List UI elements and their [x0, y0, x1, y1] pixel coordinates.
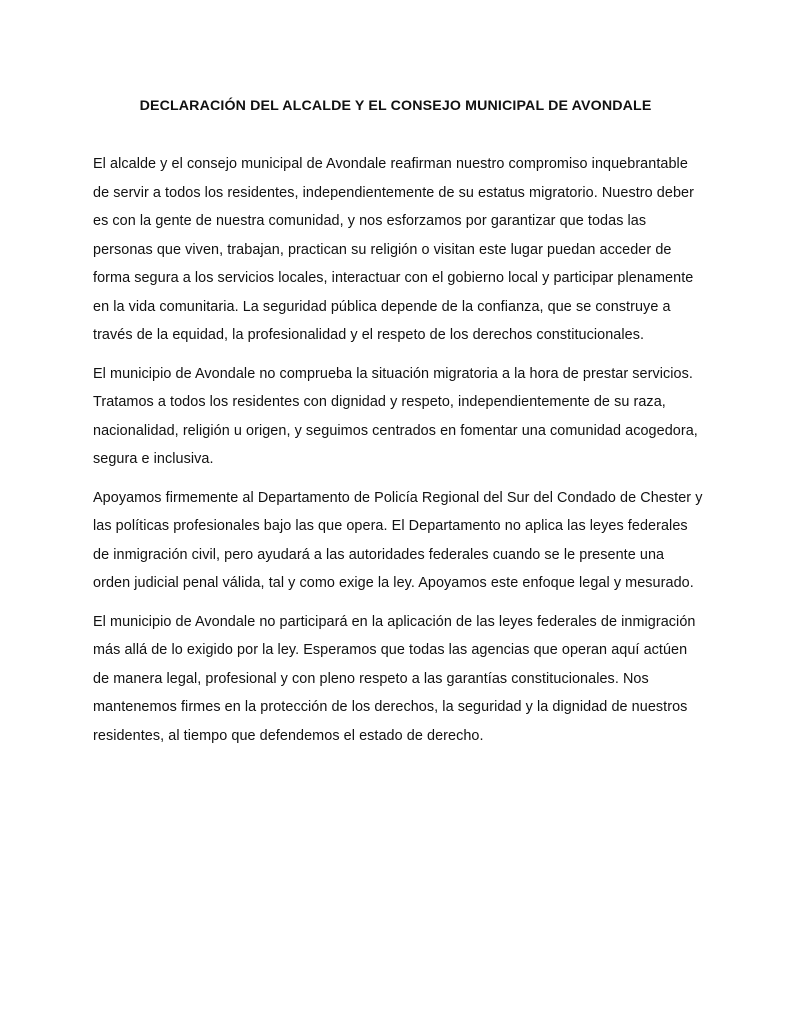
paragraph-3: Apoyamos firmemente al Departamento de Policía Regional del Sur del Condado de Chester y las políticas profesionales bajo las que opera. El Departamento no aplica las leyes federales de inmigración civil, pero ayudará a las autoridades federales cuando se le presente una orden judicial penal válida, tal y como exige la ley. Apoyamos este enfoque legal y mesurado. [93, 489, 703, 591]
paragraph-2: El municipio de Avondale no comprueba la situación migratoria a la hora de prestar servicios. Tratamos a todos los residentes con dignidad y respeto, independientemente de su raza, nacionalidad, religión u origen, y seguimos centrados en fomentar una comunidad acogedora, segura e inclusiva. [93, 365, 698, 467]
paragraph-4: El municipio de Avondale no participará en la aplicación de las leyes federales de inmigración más allá de lo exigido por la ley. Esperamos que todas las agencias que operan aquí actúen de manera legal, profesional y con pleno respeto a las garantías constitucionales. Nos mantenemos firmes en la protección de los derechos, la seguridad y la dignidad de nuestros residentes, al tiempo que defendemos el estado de derecho. [93, 613, 696, 744]
document-body [93, 150, 703, 750]
page-title: DECLARACIÓN DEL ALCALDE Y EL CONSEJO MUNICIPAL DE AVONDALE [139, 97, 652, 114]
paragraph-1: El alcalde y el consejo municipal de Avondale reafirman nuestro compromiso inquebrantable de servir a todos los residentes, independientemente de su estatus migratorio. Nuestro deber es con la gente de nuestra comunidad, y nos esforzamos por garantizar que todas las personas que viven, trabajan, practican su religión o visitan este lugar puedan acceder de forma segura a los servicios locales, interactuar con el gobierno local y participar plenamente en la vida comunitaria. La seguridad pública depende de la confianza, que se construye a través de la equidad, la profesionalidad y el respeto de los derechos constitucionales. [93, 156, 694, 343]
